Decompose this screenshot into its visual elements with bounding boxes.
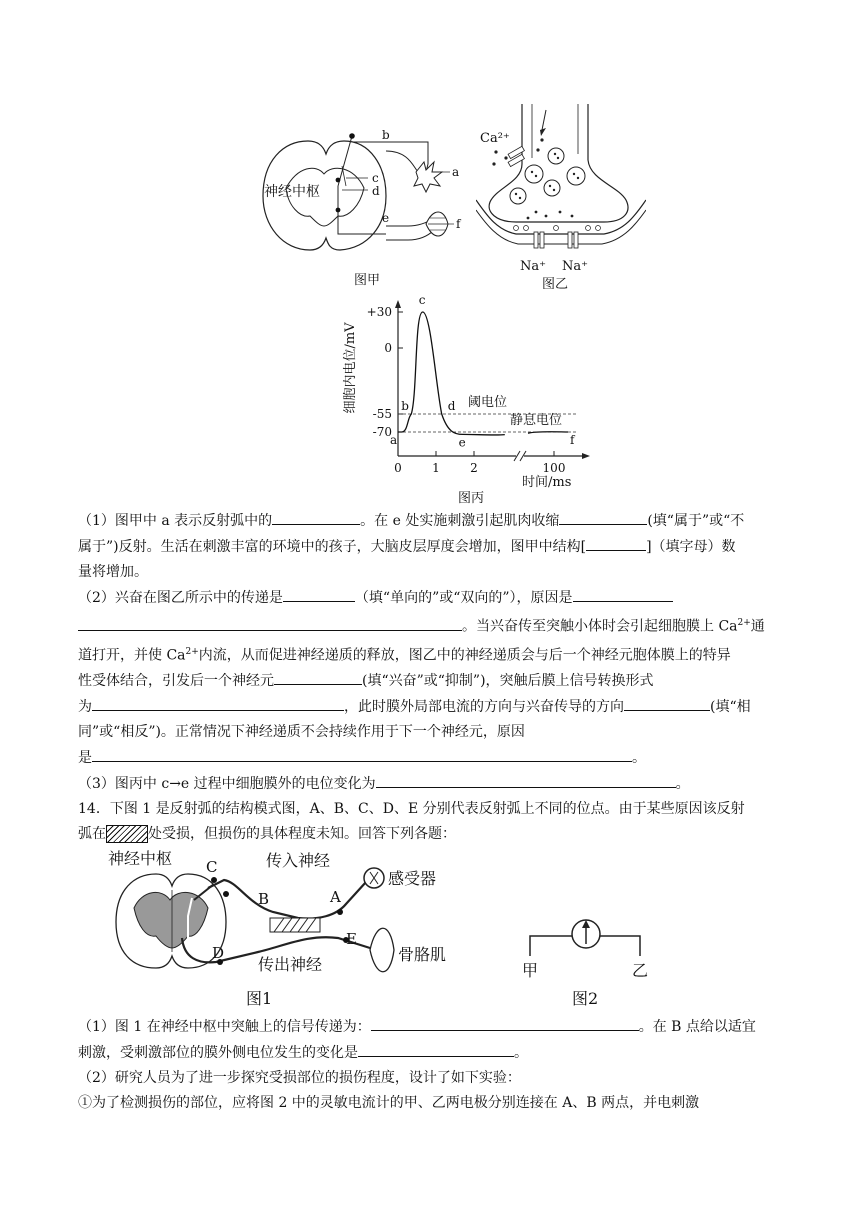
blank-7[interactable] — [274, 668, 362, 685]
electrode-left: 甲 — [522, 961, 539, 980]
text: 。 — [632, 750, 646, 767]
damage-hatch-icon — [106, 825, 148, 843]
ca-label: Ca²⁺ — [480, 131, 510, 146]
text: （2）兴奋在图乙所示中的传递是 — [78, 590, 283, 606]
blank-1[interactable] — [272, 508, 360, 525]
point-label-b: b — [401, 399, 409, 413]
blank-11[interactable] — [376, 771, 676, 788]
receptor-label: 感受器 — [388, 869, 437, 888]
text: （1）图甲中 a 表示反射弧中的 — [78, 513, 273, 529]
y-tick-label: 0 — [384, 341, 392, 355]
y-tick-label: -70 — [372, 425, 392, 439]
blank-6[interactable] — [78, 614, 462, 631]
potential-curve-tail — [528, 432, 568, 434]
figure-caption: 图丙 — [458, 491, 485, 504]
resting-label: 静息电位 — [510, 413, 563, 428]
text: 弧在 — [78, 826, 106, 843]
superscript: 2+ — [737, 618, 751, 628]
label-d: d — [372, 184, 380, 198]
label-e: e — [382, 211, 390, 225]
text: （2）研究人员为了进一步探究受损部位的损伤程度，设计了如下实验： — [78, 1070, 521, 1086]
figure-caption: 图乙 — [542, 277, 569, 289]
electrode-right: 乙 — [632, 961, 649, 980]
text: 。 — [675, 776, 690, 793]
center-label: 神经中枢 — [108, 849, 173, 868]
x-tick-label: 2 — [470, 461, 478, 475]
superscript: 2+ — [185, 646, 199, 657]
text: 。在 e 处实施刺激引起肌肉收缩 — [360, 513, 560, 529]
label-c: c — [372, 171, 379, 185]
text: 属于”)反射。生活在刺激丰富的环境中的孩子，大脑皮层厚度会增加，图甲中结构[ — [78, 539, 587, 555]
y-axis-arrow — [395, 300, 401, 308]
text: 道打开，并使 Ca — [78, 647, 186, 664]
na-right-label: Na⁺ — [562, 259, 588, 274]
question-13 — [78, 508, 788, 847]
point-b: B — [258, 890, 270, 908]
y-tick-label: +30 — [366, 305, 392, 319]
figure-1 — [108, 842, 468, 1012]
point-label-f: f — [570, 433, 575, 447]
point-label-c: c — [418, 296, 426, 307]
x-tick-label: 1 — [432, 461, 440, 475]
text: (填“属于”或“不 — [647, 513, 745, 529]
blank-4[interactable] — [283, 585, 355, 602]
blank-8[interactable] — [92, 694, 344, 711]
point-e: E — [346, 930, 357, 948]
potential-curve — [398, 312, 508, 435]
text: 内流，从而促进神经递质的释放，图乙中的神经递质会与后一个神经元胞体膜上的特异 — [198, 647, 731, 664]
figure-caption: 图1 — [246, 989, 273, 1008]
afferent-label: 传入神经 — [266, 851, 331, 870]
x-tick-label: 100 — [542, 461, 566, 475]
label-b: b — [382, 128, 390, 142]
text: ①为了检测损伤的部位，应将图 2 中的灵敏电流计的甲、乙两电极分别连接在 A、B 两点，并电刺激 — [78, 1095, 700, 1111]
x-axis-arrow — [582, 453, 590, 459]
point-c: C — [206, 858, 218, 876]
center-label: 神经中枢 — [264, 184, 320, 200]
point-label-e: e — [458, 435, 466, 450]
blank-2[interactable] — [559, 508, 647, 525]
y-axis-label: 细胞内电位/mV — [343, 322, 358, 414]
point-label-a: a — [390, 433, 398, 447]
text: 性受体结合，引发后一个神经元 — [78, 673, 274, 690]
text: 是 — [78, 750, 92, 767]
text: 同”或“相反”)。正常情况下神经递质不会持续作用于下一个神经元，原因 — [78, 724, 525, 741]
threshold-label: 阈电位 — [468, 395, 508, 410]
figure-jia — [258, 126, 468, 286]
blank-10[interactable] — [92, 745, 632, 762]
point-label-d: d — [447, 399, 456, 413]
figure-yi — [476, 104, 646, 289]
figure-bing — [338, 296, 608, 504]
text: ]（填字母）数 — [646, 539, 736, 555]
blank-5[interactable] — [573, 585, 673, 602]
figure-caption: 图甲 — [354, 273, 381, 286]
point-d: D — [212, 944, 225, 962]
text: （3）图丙中 c→e 过程中细胞膜外的电位变化为 — [78, 776, 376, 793]
text: （1）图 1 在神经中枢中突触上的信号传递为： — [78, 1019, 371, 1035]
text: 。当兴奋传至突触小体时会引起细胞膜上 Ca — [462, 618, 738, 635]
figure-2 — [516, 910, 656, 1010]
text: （填“单向的”或“双向的”），原因是 — [354, 590, 573, 606]
x-tick-label: 0 — [394, 461, 402, 475]
label-f: f — [456, 217, 461, 231]
text: 14．下图 1 是反射弧的结构模式图，A、B、C、D、E 分别代表反射弧上不同的位点。由于某些原因该反射 — [78, 801, 745, 818]
muscle-label: 骨胳肌 — [398, 945, 447, 964]
blank-12[interactable] — [371, 1014, 639, 1031]
blank-13[interactable] — [358, 1040, 514, 1057]
text: 。 — [514, 1045, 528, 1061]
text: (填“兴奋”或“抑制”)，突触后膜上信号转换形式 — [362, 673, 654, 690]
na-left-label: Na⁺ — [520, 259, 546, 274]
question-14 — [78, 1014, 788, 1116]
efferent-label: 传出神经 — [258, 955, 323, 974]
text: 通 — [750, 618, 765, 635]
y-tick-label: -55 — [372, 407, 392, 421]
text: 量将增加。 — [78, 564, 148, 580]
figure-caption: 图2 — [572, 989, 599, 1008]
text: (填“相 — [710, 699, 751, 716]
text: 为 — [78, 699, 92, 716]
text: 。在 B 点给以适宜 — [638, 1019, 756, 1035]
point-a: A — [330, 888, 341, 906]
blank-3[interactable] — [586, 534, 646, 551]
x-axis-label: 时间/ms — [522, 475, 572, 490]
text: 处受损，但损伤的具体程度未知。回答下列各题： — [148, 826, 456, 843]
blank-9[interactable] — [624, 694, 710, 711]
label-a: a — [452, 165, 460, 179]
text: ，此时膜外局部电流的方向与兴奋传导的方向 — [344, 699, 624, 716]
text: 刺激，受刺激部位的膜外侧电位发生的变化是 — [78, 1045, 358, 1061]
